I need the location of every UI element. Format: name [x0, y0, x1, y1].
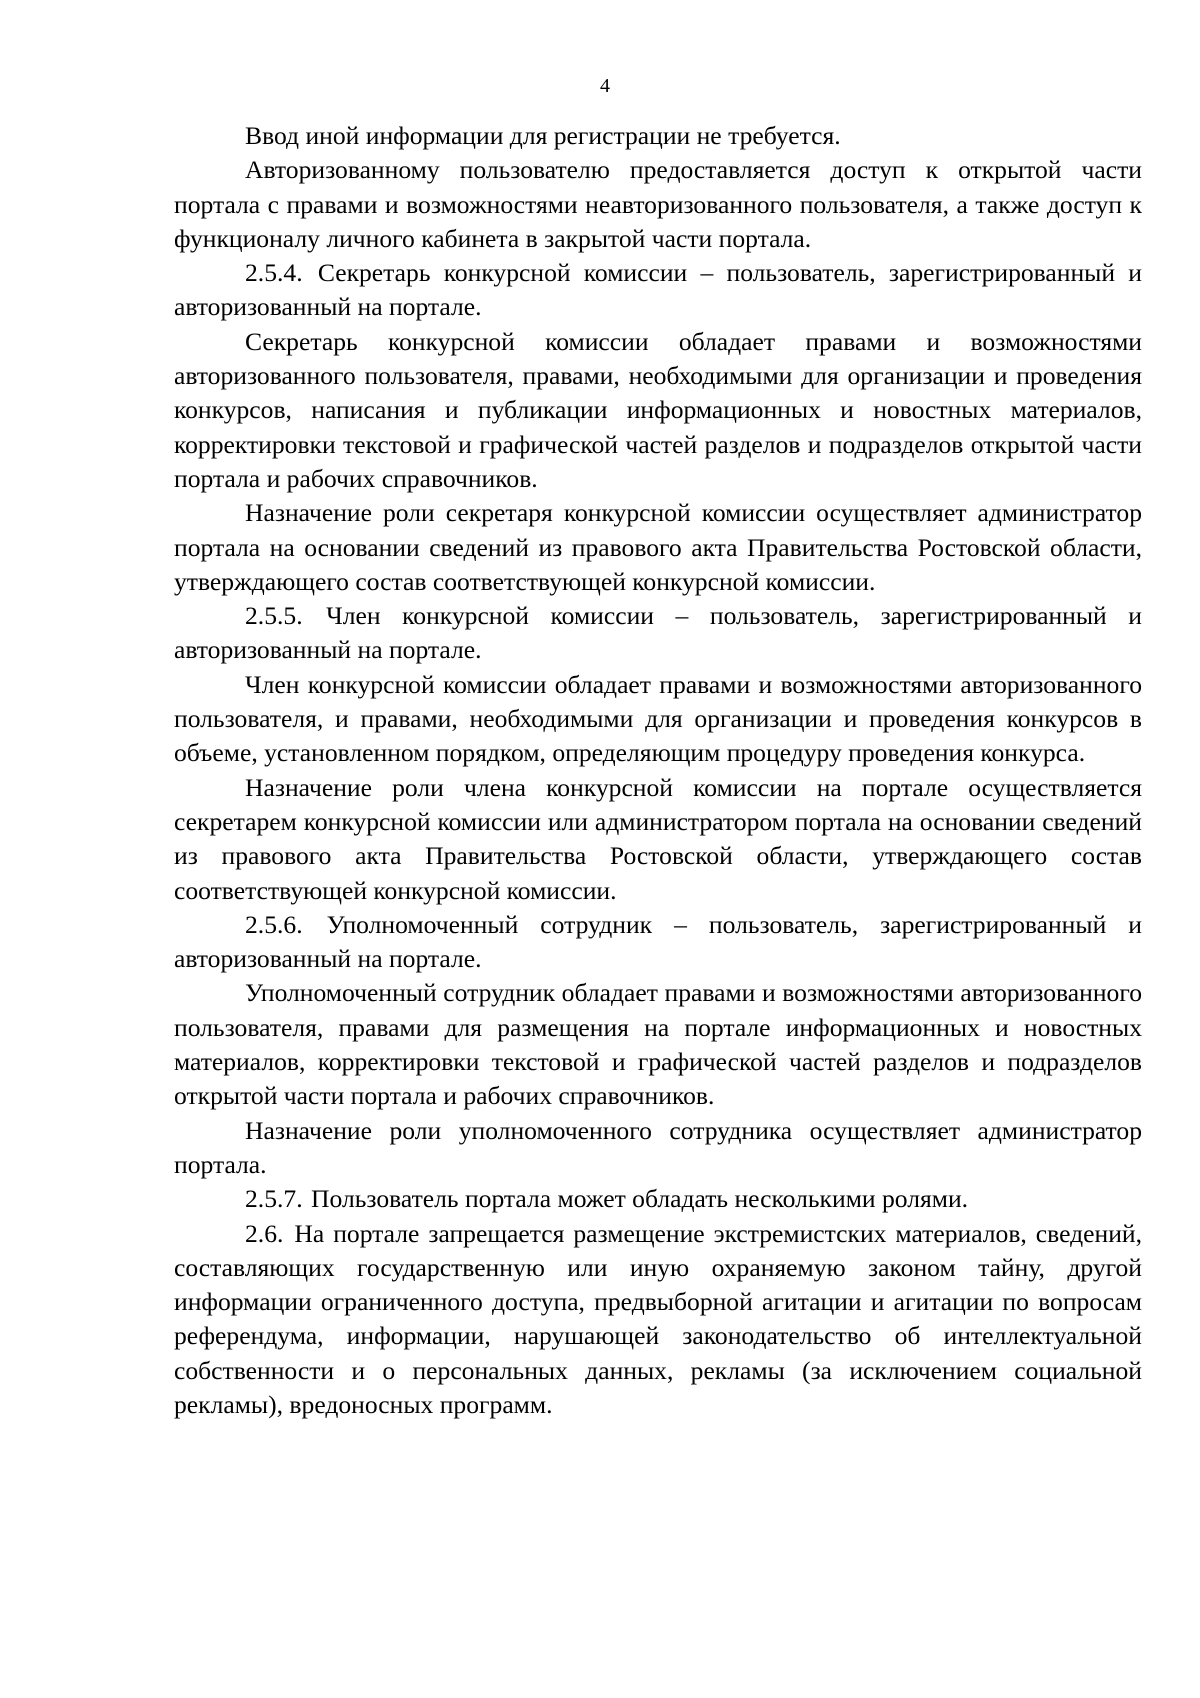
section-number: 2.5.4.: [245, 258, 303, 288]
paragraph-text: Назначение роли члена конкурсной комиссии на портале осуществляется секретарем конкурсной комиссии или администратором портала на основании сведений из правового акта Правительства Ростовской области, утверждающего состав соответствующей конкурсной комиссии.: [174, 772, 1142, 905]
section-number: 2.5.5.: [245, 601, 303, 631]
paragraph: [174, 668, 1142, 771]
paragraph: [174, 976, 1142, 1113]
paragraph-text: Уполномоченный сотрудник обладает правами и возможностями авторизованного пользователя, правами для размещения на портале информационных и новостных материалов, корректировки текстовой и графической частей разделов и подразделов открытой части портала и рабочих справочников.: [174, 978, 1142, 1111]
paragraph: [174, 496, 1142, 599]
section-2-5-6: [174, 908, 1142, 977]
section-number: 2.6.: [245, 1218, 284, 1248]
paragraph-text: Назначение роли уполномоченного сотрудника осуществляет администратор портала.: [174, 1115, 1142, 1179]
paragraph: [174, 119, 1142, 153]
page-number: 4: [600, 75, 610, 97]
paragraph-text: Член конкурсной комиссии обладает правами и возможностями авторизованного пользователя, и правами, необходимыми для организации и проведения конкурсов в объеме, установленном порядком, определяющим процедуру проведения конкурса.: [174, 669, 1142, 768]
section-2-5-4: [174, 256, 1142, 325]
paragraph-text: Пользователь портала может обладать несколькими ролями.: [311, 1184, 969, 1214]
paragraph-text: Ввод иной информации для регистрации не требуется.: [245, 121, 841, 150]
paragraph: [174, 153, 1142, 256]
section-2-5-5: [174, 599, 1142, 668]
section-number: 2.5.6.: [245, 909, 303, 939]
paragraph: [174, 1114, 1142, 1183]
section-number: 2.5.7.: [245, 1184, 303, 1214]
paragraph-text: Уполномоченный сотрудник – пользователь, зарегистрированный и авторизованный на портале.: [174, 909, 1142, 974]
section-2-5-7: [174, 1182, 1142, 1216]
paragraph-text: На портале запрещается размещение экстремистских материалов, сведений, составляющих государственную или иную охраняемую законом тайну, другой информации ограниченного доступа, предвыборной агитации и агитации по вопросам референдума, информации, нарушающей законодательство об интеллектуальной собственности и о персональных данных, рекламы (за исключением социальной рекламы), вредоносных программ.: [174, 1218, 1142, 1419]
paragraph-text: Секретарь конкурсной комиссии – пользователь, зарегистрированный и авторизованный на портале.: [174, 258, 1142, 322]
paragraph: [174, 771, 1142, 908]
paragraph-text: Авторизованному пользователю предоставляется доступ к открытой части портала с правами и возможностями неавторизованного пользователя, а также доступ к функционалу личного кабинета в закрытой части портала.: [174, 155, 1142, 253]
section-2-6: [174, 1217, 1142, 1423]
paragraph-text: Член конкурсной комиссии – пользователь, зарегистрированный и авторизованный на портале.: [174, 601, 1142, 665]
paragraph: [174, 325, 1142, 496]
paragraph-text: Секретарь конкурсной комиссии обладает правами и возможностями авторизованного пользователя, правами, необходимыми для организации и проведения конкурсов, написания и публикации информационных и новостных материалов, корректировки текстовой и графической частей разделов и подразделов открытой части портала и рабочих справочников.: [174, 326, 1142, 493]
paragraph-text: Назначение роли секретаря конкурсной комиссии осуществляет администратор портала на основании сведений из правового акта Правительства Ростовской области, утверждающего состав соответствующей конкурсной комиссии.: [174, 498, 1142, 596]
document-body: [174, 119, 1142, 1422]
